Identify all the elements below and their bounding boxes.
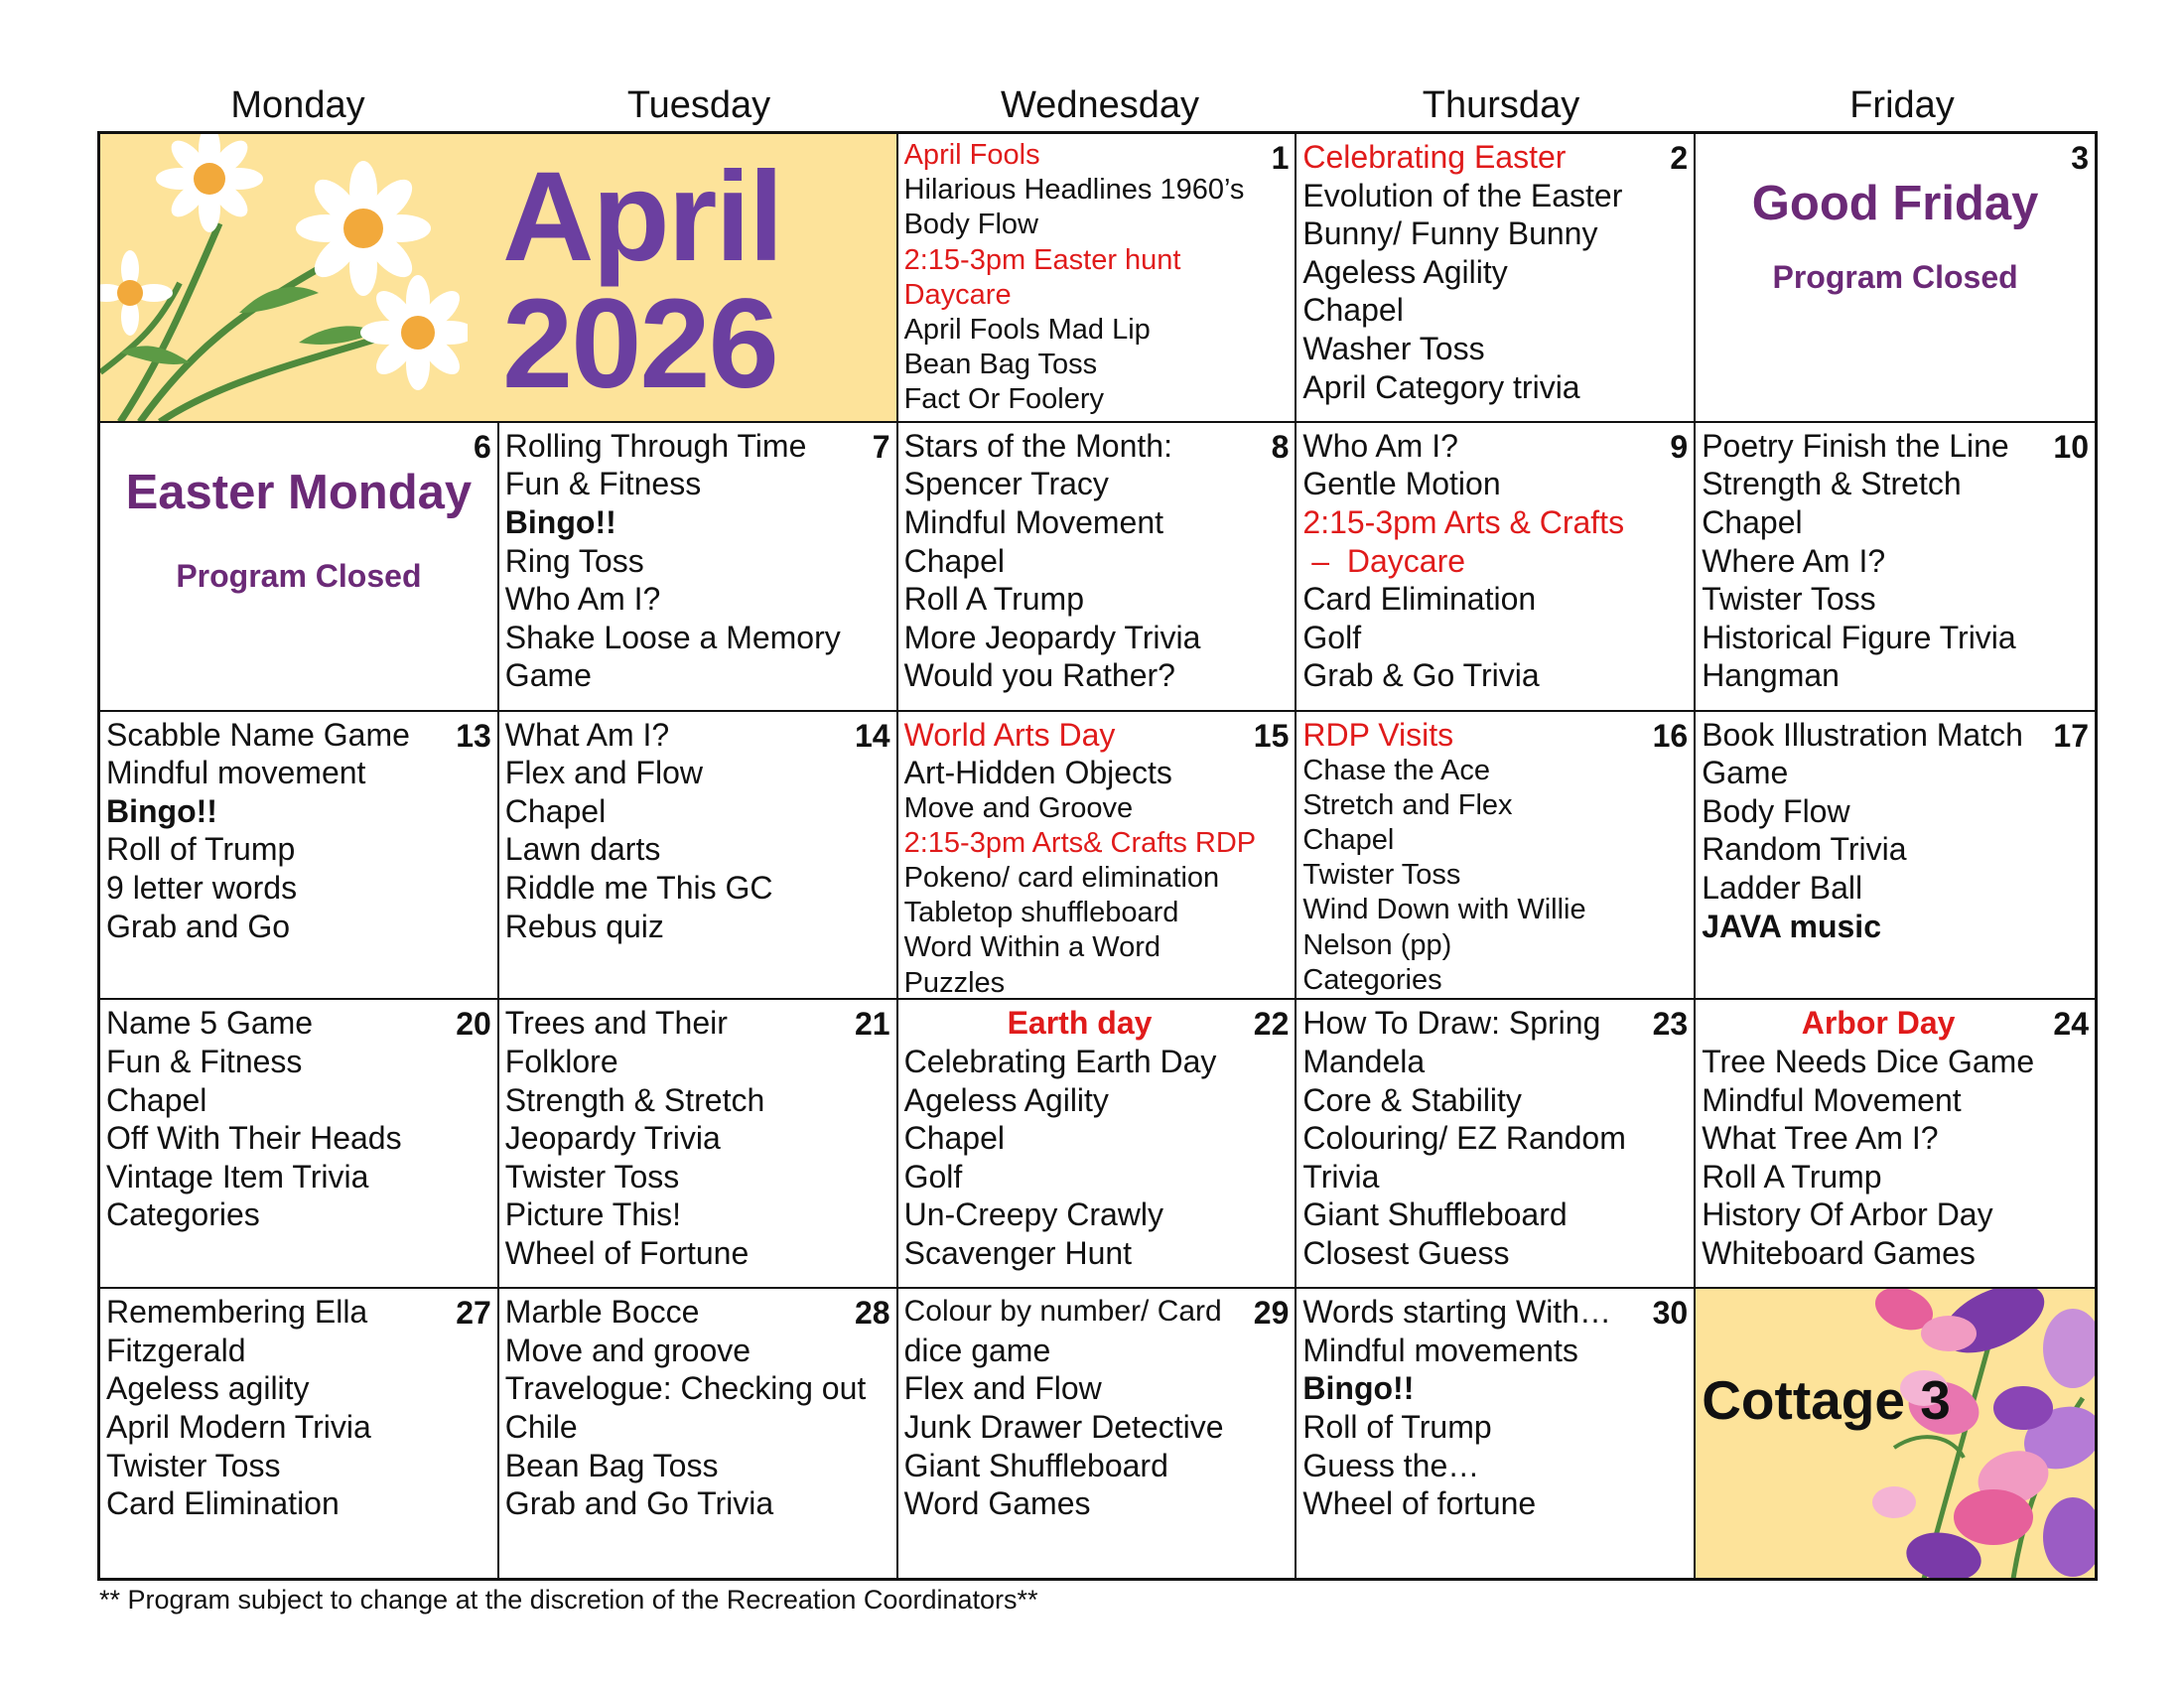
day-cell-7: [499, 423, 898, 712]
activity-list: [904, 1004, 1256, 1272]
activity-item: Book Illustration Match: [1702, 716, 2023, 753]
activity-item: Off With Their Heads: [106, 1120, 402, 1157]
day-cell-22: [898, 1000, 1297, 1289]
day-cell-28: [499, 1289, 898, 1578]
activity-item: Washer Toss: [1302, 330, 1485, 366]
activity-item: Bunny/ Funny Bunny: [1302, 215, 1598, 252]
activity-item: Mindful Movement: [903, 503, 1164, 540]
activity-item: Ageless agility: [106, 1370, 310, 1407]
activity-list: [505, 427, 857, 695]
activity-item: Core & Stability: [1302, 1081, 1522, 1118]
activity-item: Historical Figure Trivia: [1702, 619, 2016, 655]
day-number: 16: [1652, 717, 1689, 754]
day-cell-15: [898, 712, 1297, 1001]
day-number: 22: [1253, 1006, 1290, 1043]
activity-list: [1302, 1293, 1654, 1523]
activity-item: Shake Loose a Memory: [504, 619, 841, 655]
activity-item: Card Elimination: [1302, 581, 1537, 618]
activity-item: Rolling Through Time: [504, 427, 807, 464]
weekday-friday: Friday: [1849, 84, 1955, 126]
activity-item: Guess the…: [1302, 1447, 1480, 1483]
activity-item: Where Am I?: [1702, 542, 1886, 579]
day-number: 9: [1670, 428, 1689, 465]
activity-item: Chile: [504, 1408, 578, 1445]
month-name: April: [502, 146, 782, 288]
activity-item: Whiteboard Games: [1702, 1234, 1976, 1271]
activity-item: Strength & Stretch: [504, 1081, 765, 1118]
activity-item: Fun & Fitness: [504, 466, 702, 502]
activity-item: Stars of the Month:: [903, 427, 1172, 464]
holiday-title: Good Friday: [1751, 177, 2039, 230]
month-banner: [100, 134, 898, 423]
activity-list: [1302, 138, 1654, 406]
activity-item: Scavenger Hunt: [903, 1234, 1133, 1271]
calendar-grid: [97, 131, 2098, 1581]
activity-item: Flex and Flow: [504, 755, 703, 791]
activity-item: 2:15-3pm Arts & Crafts: [1302, 503, 1625, 540]
day-cell-27: [100, 1289, 499, 1578]
day-number: 20: [456, 1006, 491, 1043]
activity-list: [106, 716, 458, 946]
activity-item: Word Within a Word: [903, 931, 1160, 964]
activity-item: Who Am I?: [1302, 427, 1458, 464]
activity-item: Roll of Trump: [106, 831, 296, 868]
day-cell-24: [1696, 1000, 2095, 1289]
activity-item: Chapel: [1702, 503, 1803, 540]
holiday-title: Easter Monday: [125, 465, 473, 519]
activity-item: Colouring/ EZ Random: [1302, 1120, 1626, 1157]
day-cell-17: [1696, 712, 2095, 1001]
activity-item: Ageless Agility: [1302, 253, 1508, 290]
day-number: 1: [1271, 140, 1290, 176]
activity-item: Twister Toss: [504, 1158, 680, 1195]
activity-item: Would you Rather?: [903, 657, 1175, 694]
day-cell-1: [898, 134, 1297, 423]
activity-item: Wind Down with Willie: [1302, 894, 1586, 926]
day-cell-23: [1297, 1000, 1696, 1289]
activity-item: History Of Arbor Day: [1702, 1196, 1993, 1233]
day-number: 23: [1652, 1006, 1689, 1043]
day-number: 30: [1652, 1295, 1689, 1332]
activity-item: Daycare: [903, 278, 1012, 311]
activity-item: Card Elimination: [106, 1485, 340, 1522]
activity-item: Bean Bag Toss: [903, 349, 1098, 381]
activity-item: Chapel: [903, 1120, 1005, 1157]
activity-item: Earth day: [1007, 1005, 1153, 1042]
weekday-header-row: [97, 79, 2103, 131]
day-number: 15: [1253, 717, 1290, 754]
activity-item: Body Flow: [1702, 792, 1850, 829]
day-number: 6: [474, 428, 491, 465]
day-number: 27: [456, 1295, 491, 1332]
activity-item: – Daycare: [1302, 542, 1466, 579]
activity-item: Poetry Finish the Line: [1702, 427, 2009, 464]
activity-item: Random Trivia: [1702, 831, 1907, 868]
activity-item: Travelogue: Checking out: [504, 1370, 867, 1407]
activity-item: Bingo!!: [106, 792, 217, 829]
cottage-label: Cottage 3: [1702, 1369, 1951, 1432]
weekday-thursday: Thursday: [1422, 84, 1580, 126]
day-cell-2: [1297, 134, 1696, 423]
activity-item: Closest Guess: [1302, 1234, 1510, 1271]
activity-item: Chapel: [106, 1081, 207, 1118]
activity-list: [904, 1293, 1256, 1523]
activity-item: Move and groove: [504, 1332, 751, 1368]
activity-item: Word Games: [903, 1485, 1091, 1522]
activity-item: Arbor Day: [1801, 1005, 1956, 1042]
activity-item: Junk Drawer Detective: [903, 1408, 1224, 1445]
day-number: 10: [2053, 428, 2089, 465]
daisy-bouquet-icon: [100, 134, 468, 422]
day-number: 21: [855, 1006, 890, 1043]
activity-item: Celebrating Earth Day: [903, 1043, 1217, 1079]
activity-item: Name 5 Game: [106, 1005, 314, 1042]
day-number: 24: [2053, 1006, 2089, 1043]
activity-item: Mindful Movement: [1702, 1081, 1962, 1118]
activity-item: Ladder Ball: [1702, 869, 1863, 906]
footer-disclaimer: ** Program subject to change at the discretion of the Recreation Coordinators**: [99, 1585, 1038, 1615]
holiday-notice: [1702, 138, 2089, 297]
activity-item: Chapel: [504, 792, 607, 829]
activity-item: Chase the Ace: [1302, 754, 1491, 786]
activity-item: What Tree Am I?: [1702, 1120, 1939, 1157]
activity-item: Hilarious Headlines 1960’s: [903, 174, 1245, 207]
day-cell-30: [1297, 1289, 1696, 1578]
activity-item: Chapel: [1302, 824, 1395, 856]
activity-item: 2:15-3pm Easter hunt: [903, 243, 1181, 276]
activity-item: dice game: [903, 1332, 1051, 1368]
program-closed-label: Program Closed: [176, 557, 422, 594]
month-title: [502, 146, 782, 415]
sweet-pea-flowers-icon: [1696, 1289, 2095, 1578]
activity-item: Twister Toss: [1302, 859, 1461, 892]
weekday-wednesday: Wednesday: [1001, 84, 1199, 126]
activity-item: Golf: [1302, 619, 1362, 655]
activity-list: [1302, 1004, 1654, 1272]
day-number: 3: [2071, 140, 2089, 176]
activity-item: Chapel: [903, 542, 1005, 579]
activity-item: Folklore: [504, 1043, 618, 1079]
day-number: 2: [1670, 140, 1689, 176]
activity-item: Pokeno/ card elimination: [903, 862, 1220, 894]
activity-list: [1702, 427, 2055, 695]
activity-item: World Arts Day: [903, 716, 1116, 753]
activity-item: Trivia: [1302, 1158, 1380, 1195]
day-cell-8: [898, 423, 1297, 712]
activity-item: Giant Shuffleboard: [903, 1447, 1168, 1483]
activity-item: Puzzles: [903, 966, 1006, 999]
activity-item: Move and Groove: [903, 791, 1134, 824]
weekday-tuesday: Tuesday: [626, 84, 771, 126]
activity-item: Tree Needs Dice Game: [1702, 1043, 2035, 1079]
day-cell-21: [499, 1000, 898, 1289]
activity-item: Giant Shuffleboard: [1302, 1196, 1568, 1233]
activity-item: Grab and Go Trivia: [504, 1485, 774, 1522]
activity-list: [106, 1004, 458, 1234]
activity-item: Nelson (pp): [1302, 928, 1452, 961]
activity-item: Jeopardy Trivia: [504, 1120, 721, 1157]
activity-item: JAVA music: [1702, 908, 1881, 944]
activity-item: Grab and Go: [106, 908, 290, 944]
day-cell-3: [1696, 134, 2095, 423]
day-number: 29: [1253, 1295, 1290, 1332]
activity-item: Colour by number/ Card: [903, 1295, 1222, 1329]
activity-item: Body Flow: [903, 209, 1038, 241]
day-cell-10: [1696, 423, 2095, 712]
day-number: 28: [855, 1295, 890, 1332]
activity-item: More Jeopardy Trivia: [903, 619, 1201, 655]
activity-item: How To Draw: Spring: [1302, 1005, 1601, 1042]
activity-item: Art-Hidden Objects: [903, 754, 1172, 790]
activity-item: 9 letter words: [106, 869, 298, 906]
activity-item: Rebus quiz: [504, 908, 664, 944]
activity-list: [904, 716, 1290, 1001]
activity-item: Bingo!!: [1302, 1370, 1415, 1407]
activity-item: Roll A Trump: [903, 581, 1084, 618]
activity-item: Gentle Motion: [1302, 466, 1501, 502]
day-number: 14: [855, 717, 890, 754]
activity-item: April Fools: [903, 139, 1040, 171]
activity-item: Bean Bag Toss: [504, 1447, 719, 1483]
activity-item: Scabble Name Game: [106, 716, 410, 753]
activity-item: Stretch and Flex: [1302, 788, 1513, 821]
day-cell-16: [1297, 712, 1696, 1001]
activity-item: Mindful movement: [106, 755, 366, 791]
activity-item: Hangman: [1702, 657, 1840, 694]
activity-list: [1702, 1004, 2055, 1272]
activity-list: [505, 716, 857, 946]
activity-item: Strength & Stretch: [1702, 466, 1962, 502]
day-cell-20: [100, 1000, 499, 1289]
day-cell-29: [898, 1289, 1297, 1578]
activity-item: April Modern Trivia: [106, 1408, 371, 1445]
activity-item: Game: [1702, 755, 1789, 791]
month-year: 2026: [502, 273, 777, 415]
day-number: 17: [2053, 717, 2089, 754]
activity-item: Categories: [1302, 963, 1442, 996]
activity-item: Bingo!!: [504, 503, 616, 540]
activity-item: Roll of Trump: [1302, 1408, 1492, 1445]
activity-item: Mandela: [1302, 1043, 1426, 1079]
activity-item: Game: [504, 657, 592, 694]
activity-list: [1702, 716, 2055, 946]
day-cell-14: [499, 712, 898, 1001]
holiday-notice: [106, 427, 491, 596]
activity-list: [1302, 427, 1654, 695]
activity-item: RDP Visits: [1302, 716, 1454, 753]
activity-item: Twister Toss: [1702, 581, 1876, 618]
activity-item: Marble Bocce: [504, 1294, 700, 1331]
activity-item: What Am I?: [504, 716, 670, 753]
activity-item: Categories: [106, 1196, 260, 1233]
activity-item: Flex and Flow: [903, 1370, 1102, 1407]
activity-item: Riddle me This GC: [504, 869, 773, 906]
activity-list: [904, 427, 1256, 695]
activity-item: Fitzgerald: [106, 1332, 246, 1368]
activity-item: Trees and Their: [504, 1005, 728, 1042]
day-number: 13: [456, 717, 491, 754]
activity-list: [106, 1293, 458, 1523]
activity-item: Golf: [903, 1158, 963, 1195]
cottage-banner: [1696, 1289, 2095, 1578]
activity-item: Ring Toss: [504, 542, 644, 579]
activity-item: Wheel of Fortune: [504, 1234, 750, 1271]
activity-item: Roll A Trump: [1702, 1158, 1882, 1195]
day-cell-13: [100, 712, 499, 1001]
day-number: 7: [872, 428, 890, 465]
activity-item: Evolution of the Easter: [1302, 177, 1623, 213]
day-cell-6: [100, 423, 499, 712]
activity-item: 2:15-3pm Arts& Crafts RDP: [903, 826, 1257, 859]
weekday-monday: Monday: [230, 84, 365, 126]
activity-item: Twister Toss: [106, 1447, 281, 1483]
activity-item: Picture This!: [504, 1196, 682, 1233]
activity-item: Fact Or Foolery: [903, 383, 1105, 416]
activity-list: [505, 1004, 857, 1272]
activity-list: [1302, 716, 1654, 998]
activity-item: Grab & Go Trivia: [1302, 657, 1540, 694]
activity-item: Lawn darts: [504, 831, 661, 868]
activity-item: April Category trivia: [1302, 368, 1580, 405]
activity-item: Vintage Item Trivia: [106, 1158, 369, 1195]
day-number: 8: [1271, 428, 1290, 465]
activity-list: [904, 138, 1256, 418]
activity-item: April Fools Mad Lip: [903, 314, 1151, 347]
program-closed-label: Program Closed: [1772, 259, 2018, 295]
activity-item: Fun & Fitness: [106, 1043, 303, 1079]
activity-item: Words starting With…: [1302, 1294, 1611, 1331]
activity-item: Wheel of fortune: [1302, 1485, 1537, 1522]
activity-item: Who Am I?: [504, 581, 661, 618]
activity-item: Celebrating Easter: [1302, 139, 1567, 175]
activity-item: Un-Creepy Crawly: [903, 1196, 1163, 1233]
activity-item: Tabletop shuffleboard: [903, 897, 1179, 929]
activity-item: Spencer Tracy: [903, 466, 1109, 502]
activity-item: Mindful movements: [1302, 1332, 1578, 1368]
day-cell-9: [1297, 423, 1696, 712]
activity-item: Ageless Agility: [903, 1081, 1109, 1118]
activity-item: Remembering Ella: [106, 1294, 368, 1331]
activity-item: Chapel: [1302, 292, 1404, 329]
activity-list: [504, 1293, 867, 1523]
